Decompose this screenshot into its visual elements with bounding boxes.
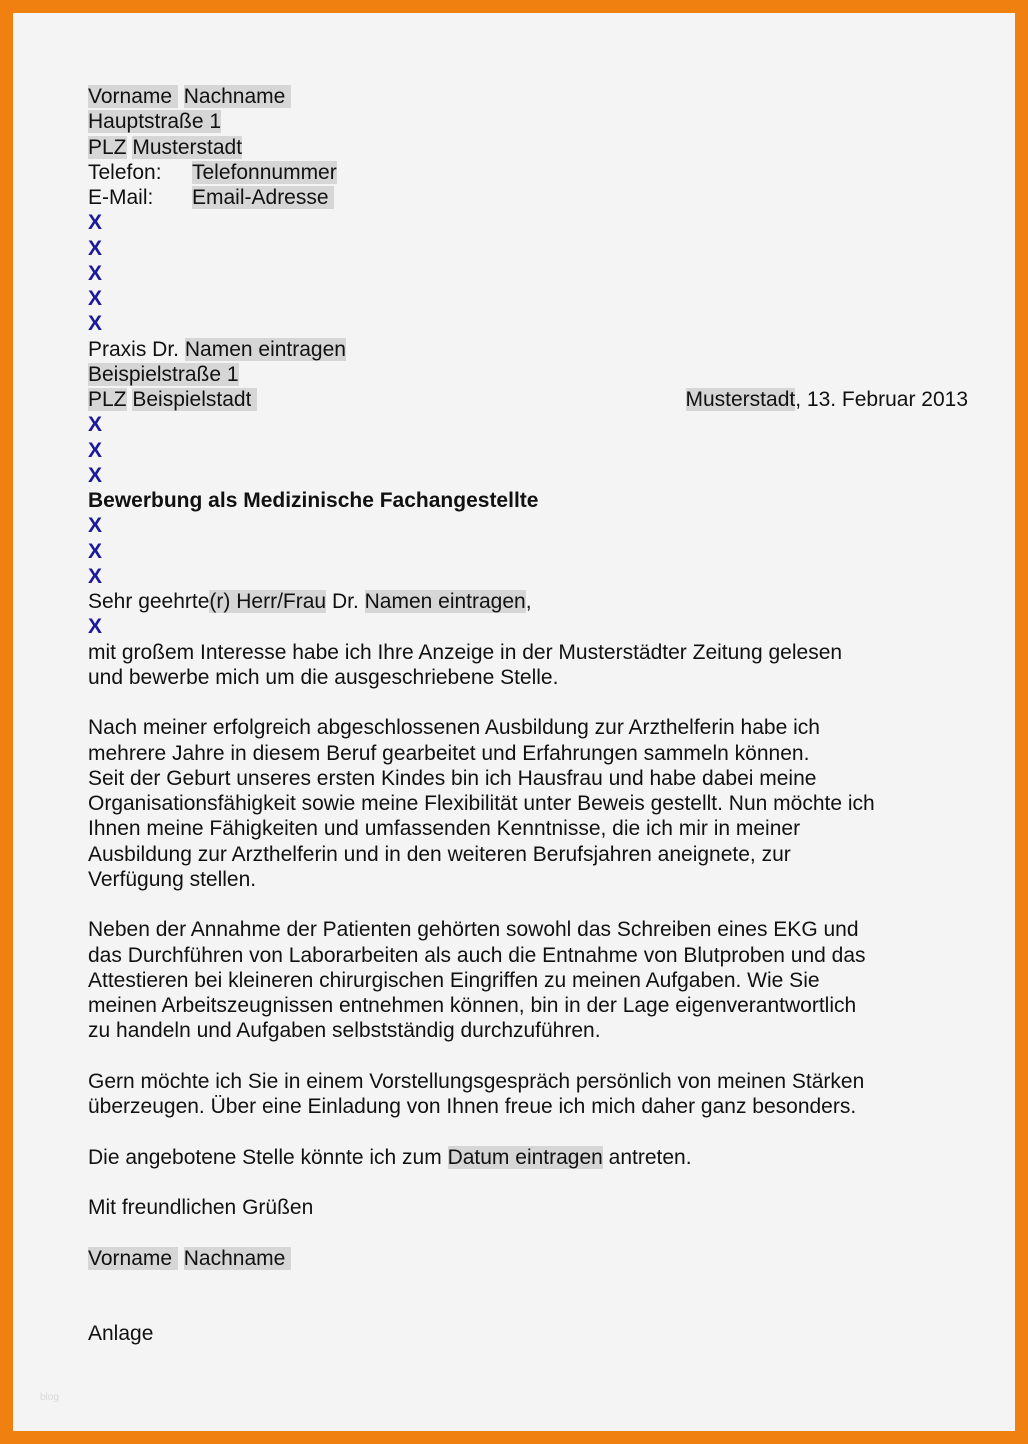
body-line: und bewerbe mich um die ausgeschriebene Stelle. xyxy=(88,665,559,689)
paragraph-2 xyxy=(88,715,968,892)
paragraph-4 xyxy=(88,1069,968,1120)
recipient-street xyxy=(88,362,968,387)
phone-label: Telefon: xyxy=(88,160,162,184)
salutation-comma: , xyxy=(525,590,532,613)
spacer-marker: X xyxy=(88,413,103,437)
date-text: , 13. Februar 2013 xyxy=(795,388,968,411)
subject-line: Bewerbung als Medizinische Fachangestellte xyxy=(88,489,539,512)
spacer-marker: X xyxy=(88,236,103,260)
salutation-gender-field: (r) xyxy=(209,590,237,613)
spacer-marker: X xyxy=(88,211,103,235)
paragraph-3 xyxy=(88,917,968,1043)
zip-field: PLZ xyxy=(88,135,127,159)
email-label: E-Mail: xyxy=(88,186,154,209)
recipient-city-field: Beispielstadt xyxy=(132,388,252,411)
signature-name xyxy=(88,1246,968,1271)
body-line: mit großem Interesse habe ich Ihre Anzeige in der Musterstädter Zeitung gelesen xyxy=(88,640,843,664)
salutation-title-field: Herr/Frau xyxy=(236,590,327,613)
letter xyxy=(88,84,968,1347)
body-line: Gern möchte ich Sie in einem Vorstellungsgespräch persönlich von meinen Stärken xyxy=(88,1069,865,1093)
spacer-marker: X xyxy=(88,463,103,487)
spacer-marker: X xyxy=(88,615,103,639)
first-name-field: Vorname xyxy=(88,85,173,108)
closing: Mit freundlichen Grüßen xyxy=(88,1196,314,1219)
body-line: Seit der Geburt unseres ersten Kindes bin ich Hausfrau und habe dabei meine xyxy=(88,766,817,790)
body-line: überzeugen. Über eine Einladung von Ihnen freue ich mich daher ganz besonders. xyxy=(88,1095,857,1118)
signature-last-name: Nachname xyxy=(183,1246,286,1270)
spacer-marker: X xyxy=(88,438,103,462)
sender-phone xyxy=(88,160,968,185)
paragraph-1 xyxy=(88,640,968,691)
enclosure: Anlage xyxy=(88,1322,154,1346)
signature-first-name: Vorname xyxy=(88,1246,173,1270)
salutation-text: Sehr geehrte xyxy=(88,590,210,613)
sender-name xyxy=(88,84,968,109)
recipient-city-date-line xyxy=(88,387,968,412)
start-date-field: Datum eintragen xyxy=(447,1145,603,1169)
body-line: Nach meiner erfolgreich abgeschlossenen Ausbildung zur Arzthelferin habe ich xyxy=(88,716,820,740)
spacer-marker: X xyxy=(88,539,103,563)
body-line: meinen Arbeitszeugnissen entnehmen können, bin in der Lage eigenverantwortlich xyxy=(88,994,857,1017)
street-field: Hauptstraße 1 xyxy=(88,110,222,134)
recipient-prefix: Praxis Dr. xyxy=(88,337,185,361)
city-field: Musterstadt xyxy=(132,135,243,159)
spacer-marker: X xyxy=(88,261,103,285)
body-line: mehrere Jahre in diesem Beruf gearbeitet und Erfahrungen sammeln können. xyxy=(88,741,810,765)
watermark: blog xyxy=(40,1392,59,1403)
page xyxy=(13,13,1015,1431)
salutation xyxy=(88,589,968,614)
spacer-marker: X xyxy=(88,514,103,538)
recipient-name-field: Namen eintragen xyxy=(184,337,346,361)
body-text: antreten. xyxy=(602,1145,692,1169)
date-city-field: Musterstadt xyxy=(685,388,796,411)
spacer-marker: X xyxy=(88,312,103,336)
body-text: Die angebotene Stelle könnte ich zum xyxy=(88,1145,448,1169)
body-line: Verfügung stellen. xyxy=(88,867,257,891)
spacer-marker: X xyxy=(88,287,103,310)
body-line: Ausbildung zur Arzthelferin und in den weiteren Berufsjahren aneignete, zur xyxy=(88,842,791,866)
sender-street xyxy=(88,109,968,134)
email-field: Email-Adresse xyxy=(192,186,329,209)
paragraph-5 xyxy=(88,1145,968,1170)
salutation-dr: Dr. xyxy=(326,590,365,613)
spacer-marker: X xyxy=(88,564,103,588)
sender-email xyxy=(88,185,968,210)
recipient-street-field: Beispielstraße 1 xyxy=(88,362,239,386)
last-name-field: Nachname xyxy=(183,85,286,108)
body-line: Neben der Annahme der Patienten gehörten sowohl das Schreiben eines EKG und xyxy=(88,918,859,942)
body-line: das Durchführen von Laborarbeiten als auch die Entnahme von Blutproben und das xyxy=(88,943,866,967)
body-line: Ihnen meine Fähigkeiten und umfassenden Kenntnisse, die ich mir in meiner xyxy=(88,817,801,841)
body-line: Organisationsfähigkeit sowie meine Flexibilität unter Beweis gestellt. Nun möchte ich xyxy=(88,792,875,815)
salutation-name-field: Namen eintragen xyxy=(364,590,526,613)
sender-city xyxy=(88,135,968,160)
phone-field: Telefonnummer xyxy=(192,160,337,184)
body-line: zu handeln und Aufgaben selbstständig durchzuführen. xyxy=(88,1019,601,1043)
recipient-zip-field: PLZ xyxy=(88,388,127,411)
recipient-name xyxy=(88,337,968,362)
date-line xyxy=(686,387,969,412)
body-line: Attestieren bei kleineren chirurgischen Eingriffen zu meinen Aufgaben. Wie Sie xyxy=(88,968,820,992)
